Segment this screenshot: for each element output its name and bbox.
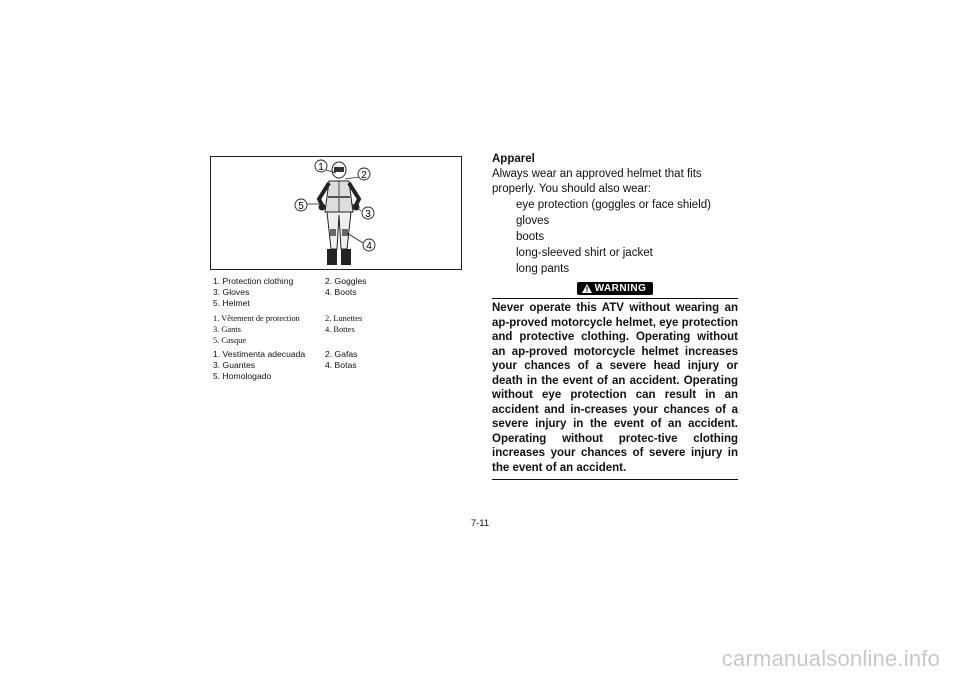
list-item: eye protection (goggles or face shield) [516,199,711,211]
section-intro: Always wear an approved helmet that fits properly. You should also wear: [492,168,702,195]
legend-item: 3. Guantes [213,360,256,370]
warning-text: Never operate this ATV without wearing an ap-proved motorcycle helmet, eye protection and protective clothing. Operating without an ap-proved motorcycle helmet increases your chances of a severe head injury or death in the event of an accident. Operating without eye protection can result in an accident and in-creases your chances of a severe injury in the event of an accident. Operating without protec-tive clothing increases your chances of severe injury in the event of an accident. [492,302,738,474]
callout-3: 3 [365,209,371,220]
warning-header [492,282,738,298]
list-item: long pants [516,263,570,275]
callout-5: 5 [298,201,304,212]
callout-2: 2 [361,170,367,181]
legend-item: 5. Homologado [213,371,272,381]
callout-4: 4 [366,241,372,252]
legend-item: 5. Helmet [213,298,250,308]
legend-item: 4. Bottes [325,325,355,334]
apparel-section [492,152,738,480]
apparel-list [492,197,738,277]
legend-item: 2. Gafas [325,349,358,359]
warning-label: WARNING [594,283,647,294]
rider-figure-icon [211,157,463,271]
legend-item: 1. Vestimenta adecuada [213,349,306,359]
warning-bottom-rule [492,479,738,480]
legend-item: 1. Protection clothing [213,276,294,286]
warning-badge [577,282,654,295]
legend-item: 2. Lunettes [325,314,363,323]
section-title: Apparel [492,153,535,165]
legend-item: 4. Boots [325,287,357,297]
warning-triangle-icon [582,284,592,293]
list-item: boots [516,231,545,243]
legend-item: 5. Casque [213,336,247,345]
legend-item: 1. Vêtement de protection [213,314,300,323]
watermark: carmanualsonline.info [721,646,940,671]
apparel-illustration [210,156,462,270]
legend-spanish [213,349,463,382]
list-item: gloves [516,215,550,227]
callout-1: 1 [318,162,324,173]
legend-item: 2. Goggles [325,276,367,286]
list-item: long-sleeved shirt or jacket [516,247,653,259]
legend-english [213,276,463,309]
legend-item: 3. Gants [213,325,241,334]
legend-item: 4. Botas [325,360,357,370]
page-number: 7-11 [470,518,490,529]
legend-item: 3. Gloves [213,287,250,297]
legend-french [213,313,463,346]
